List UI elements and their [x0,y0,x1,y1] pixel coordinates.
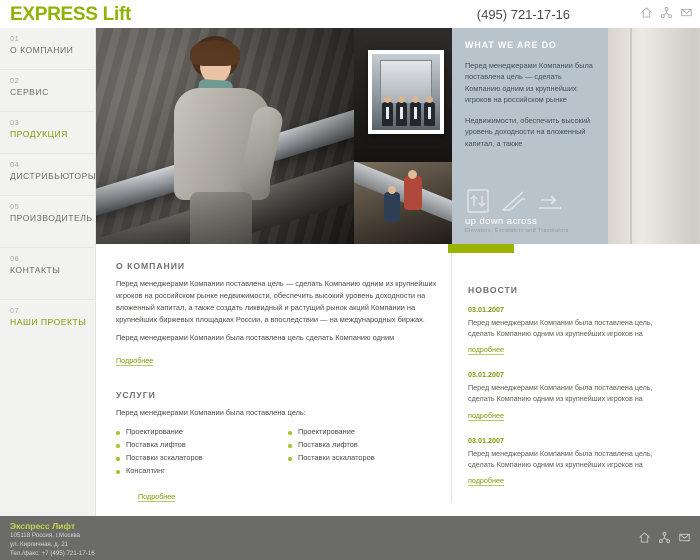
what-we-do-paragraph-1: Перед менеджерами Компании была поставлена цель — сделать Компанию одним из крупнейших игроков на российском рынке [465,61,593,105]
businessmen-group [382,102,435,126]
sidebar-item-number: 07 [10,306,20,315]
logo[interactable] [10,4,131,26]
framed-photo-businessmen [368,50,444,134]
services-list-column-1 [116,427,266,479]
sidebar-item-label: ПРОДУКЦИЯ [10,129,68,139]
elevator-arrows-icon [465,188,491,214]
sidebar-item-about[interactable] [0,28,95,70]
home-icon[interactable] [641,7,652,18]
sidebar-item-distributors[interactable] [0,154,95,196]
sidebar-item-label: ДИСТРИБЬЮТОРЫ [10,171,96,181]
logo-text-secondary: Lift [102,4,131,25]
sidebar-item-label: СЕРВИС [10,87,49,97]
sidebar-item-products[interactable] [0,112,95,154]
news-date: 03.01.2007 [468,305,504,314]
news-more-link[interactable]: подробнее [468,475,505,485]
content-divider [451,253,452,503]
section-spacer [116,368,456,390]
sidebar-item-label: НАШИ ПРОЕКТЫ [10,317,87,327]
collage-top-cell [354,28,452,162]
news-text: Перед менеджерами Компании была поставлена цель, сделать Компанию одним из крупнейших игроков на [468,318,653,339]
logo-text-primary: EXPRESS [10,4,98,25]
person-figure [396,102,407,126]
person-figure [382,102,393,126]
about-paragraph-2: Перед менеджерами Компании была поставлена цель сделать Компанию одним [116,332,395,342]
what-we-do-paragraph-2: Недвижимости, обеспечить высокий уровень доходности на вложенный капитал, а также [465,115,591,148]
home-icon[interactable] [639,530,650,541]
hero-photo-escalator-woman [96,28,354,244]
list-item[interactable]: Поставка лифтов [288,440,438,453]
news-item [468,370,678,422]
news-item [468,436,678,488]
hero-banner [96,28,700,244]
about-more-link[interactable]: Подробнее [116,355,154,365]
about-section-title: О КОМПАНИИ [116,261,186,271]
list-item[interactable]: Консалтинг [116,466,266,479]
sidebar-item-service[interactable] [0,70,95,112]
sidebar-item-number: 06 [10,254,20,263]
services-more-link[interactable]: Подробнее [138,491,176,501]
sidebar-item-number: 03 [10,118,20,127]
escalator-icon [501,188,527,214]
list-item[interactable]: Проектирование [288,427,438,440]
sitemap-icon[interactable] [659,530,670,541]
about-paragraph-1: Перед менеджерами Компании поставлена цель — сделать Компанию одним из крупнейших игроков на российском рынке недвижимости, обеспечить высокий уровень доходности на вложенный капитал, а также создать ликвидный и растущий рынок акций Компании на крупнейших биржевых площадках России, а впоследствии — на международных биржах. [116,279,437,324]
sidebar-item-number: 02 [10,76,20,85]
list-item[interactable]: Поставки эскалаторов [116,453,266,466]
what-we-do-icon-group [465,188,563,214]
news-item [468,305,678,357]
news-more-link[interactable]: подробнее [468,345,505,355]
footer-icon-group [639,530,690,541]
escalator-rail [354,162,452,225]
services-list-column-2 [288,427,438,479]
sitemap-icon[interactable] [661,7,672,18]
travolator-icon [537,188,563,214]
sidebar-item-number: 04 [10,160,20,169]
header-icon-group [641,7,692,18]
site-footer [0,516,700,560]
sidebar-item-number: 05 [10,202,20,211]
what-we-do-title: WHAT WE ARE DO [465,40,557,50]
footer-address-line-2: ул. Кирпичная, д. 21 [10,540,69,548]
sidebar-item-number: 01 [10,34,20,43]
news-text: Перед менеджерами Компании была поставлена цель, сделать Компанию одним из крупнейших игроков на [468,448,653,469]
person-figure [424,102,435,126]
photo-vignette [96,28,354,244]
services-more-wrapper [116,486,456,504]
sidebar-item-manufacturer[interactable] [0,196,95,248]
framed-photo-inner [372,54,440,130]
what-we-do-panel [452,28,608,244]
sidebar-item-label: О КОМПАНИИ [10,45,74,55]
sidebar-item-projects[interactable] [0,300,95,342]
site-header [0,0,700,28]
list-item[interactable]: Поставки эскалаторов [288,453,438,466]
content-left-column [116,261,456,504]
footer-phone-line: Тел./факс: +7 (495) 721-17-16 [10,549,95,557]
news-date: 03.01.2007 [468,370,504,380]
services-intro: Перед менеджерами Компании была поставлена цель: [116,407,306,417]
main-content [96,253,700,516]
sidebar-item-label: ПРОИЗВОДИТЕЛЬ [10,213,93,223]
news-date: 03.01.2007 [468,435,504,445]
services-section-title: УСЛУГИ [116,389,156,400]
services-lists [116,427,456,479]
sidebar-item-label: КОНТАКТЫ [10,265,61,275]
sidebar-nav [0,28,96,516]
list-item[interactable]: Поставка лифтов [116,440,266,453]
hero-photo-collage [354,28,452,244]
accent-divider-bar [448,244,514,253]
header-phone: (495) 721-17-16 [476,7,570,22]
what-we-do-caption [465,216,569,234]
news-panel [468,285,678,501]
mail-icon[interactable] [679,530,690,541]
news-title: НОВОСТИ [468,285,518,295]
collage-bottom-cell-escalator [354,162,452,244]
hero-photo-elevator-doors [608,28,700,244]
footer-address-line-1: 105118 Россия, г.Москва [10,532,80,539]
person-figure [384,192,400,222]
list-item[interactable]: Проектирование [116,427,266,440]
mail-icon[interactable] [681,7,692,18]
person-figure [410,102,421,126]
sidebar-item-contacts[interactable] [0,248,95,300]
door-seam [630,28,632,244]
person-figure [404,176,422,210]
caption-subline: Elevators, Escalators and Travolators [465,228,569,234]
footer-brand: Экспресс Лифт [10,521,76,531]
footer-address [10,532,95,559]
caption-headline: up down across [465,216,538,227]
news-more-link[interactable]: подробнее [468,410,505,420]
news-text: Перед менеджерами Компании была поставлена цель, сделать Компанию одним из крупнейших игроков на [468,383,653,404]
